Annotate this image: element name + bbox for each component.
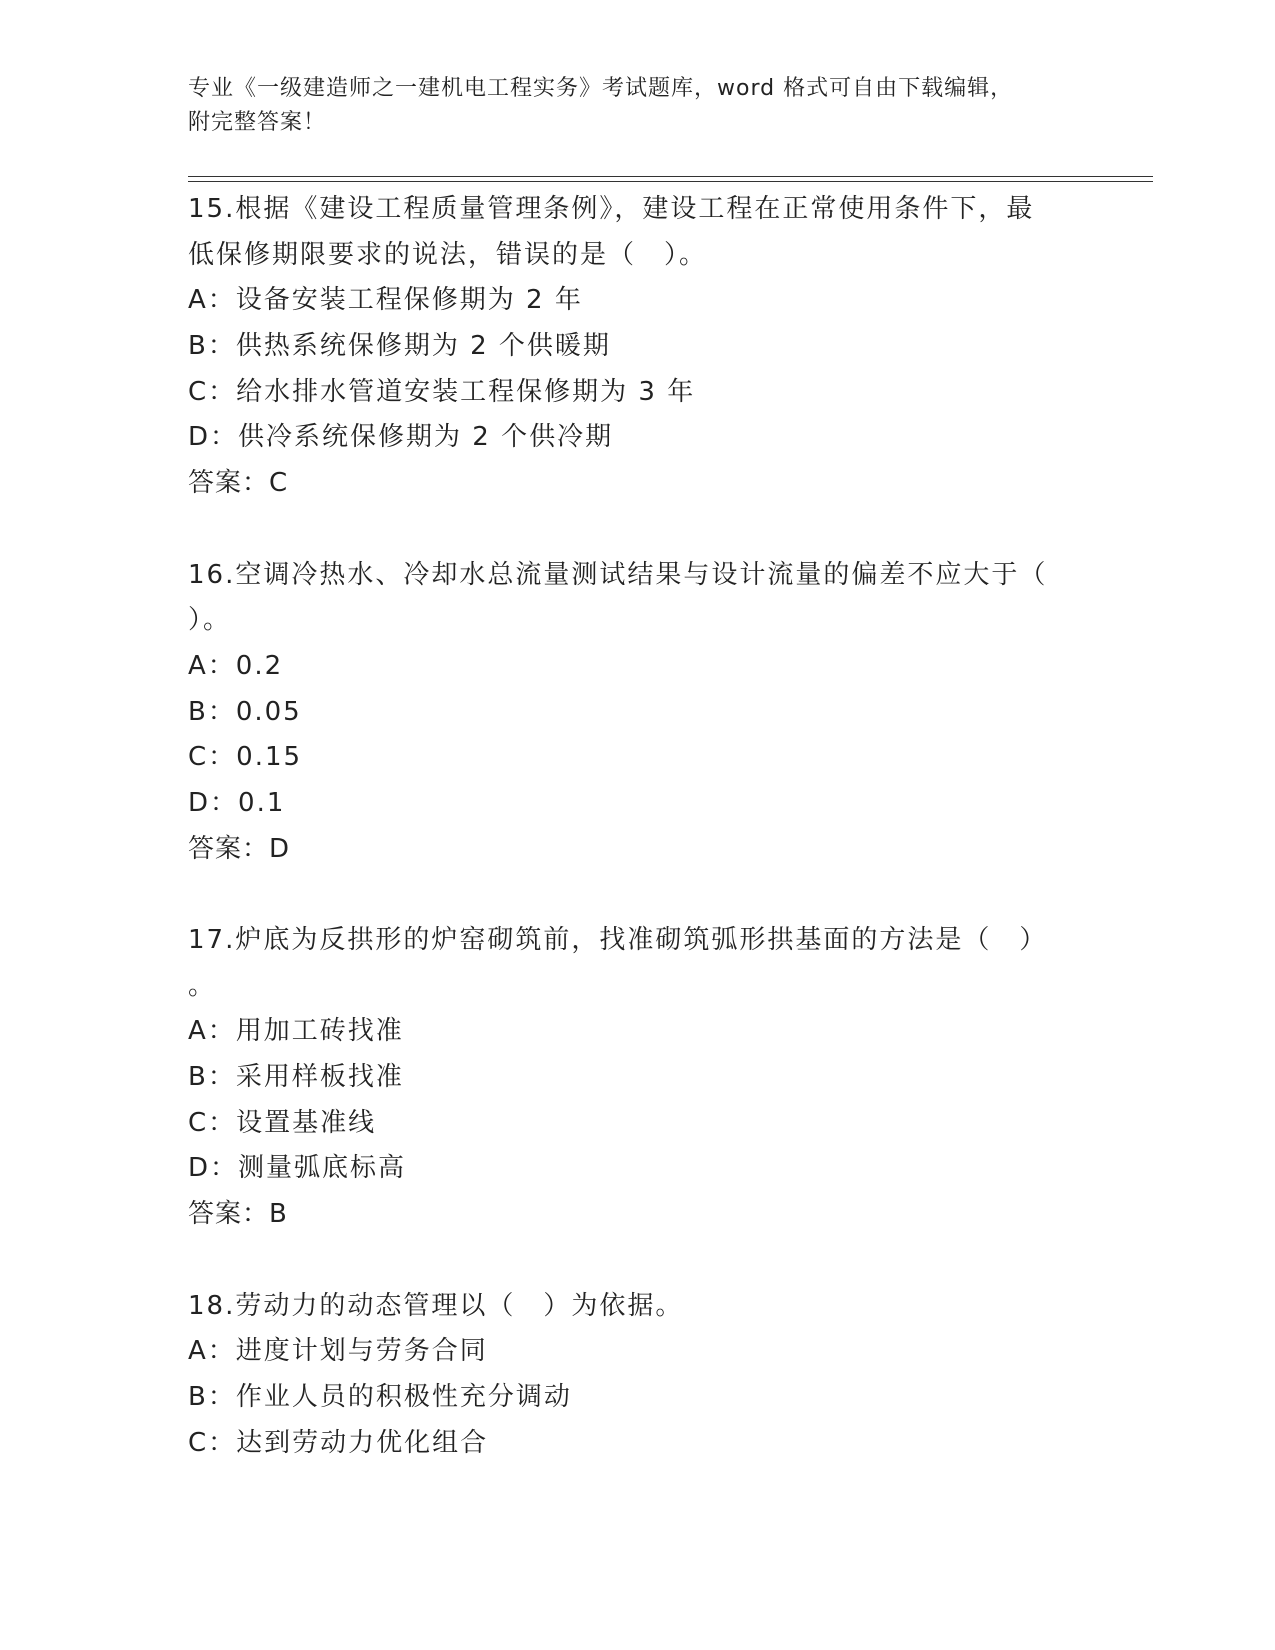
header-line-1: 专业《一级建造师之一建机电工程实务》考试题库，word 格式可自由下载编辑，: [188, 76, 1014, 101]
document-header: [188, 72, 1088, 140]
question-stem-line: 17.炉底为反拱形的炉窑砌筑前，找准砌筑弧形拱基面的方法是（ ）: [188, 925, 1048, 955]
question-spacer: [188, 1238, 1148, 1284]
option-c: C：达到劳动力优化组合: [188, 1427, 489, 1458]
option-a: A：设备安装工程保修期为 2 年: [188, 285, 583, 316]
option-d: D：0.1: [188, 787, 286, 818]
answer-label: 答案：D: [188, 833, 291, 864]
question-stem-line: 15.根据《建设工程质量管理条例》，建设工程在正常使用条件下，最: [188, 194, 1035, 224]
option-a: A：进度计划与劳务合同: [188, 1336, 488, 1367]
question-stem-line: 16.空调冷热水、冷却水总流量测试结果与设计流量的偏差不应大于（: [188, 559, 1048, 590]
question-17: [188, 918, 1148, 1238]
option-a: A：0.2: [188, 650, 284, 681]
question-spacer: [188, 507, 1148, 553]
question-spacer: [188, 872, 1148, 918]
option-b: B：供热系统保修期为 2 个供暖期: [188, 331, 611, 362]
option-d: D：供冷系统保修期为 2 个供冷期: [188, 422, 614, 453]
question-stem-line: 18.劳动力的动态管理以（ ）为依据。: [188, 1290, 684, 1321]
answer-label: 答案：C: [188, 468, 289, 499]
option-a: A：用加工砖找准: [188, 1016, 404, 1047]
question-stem-line: ）。: [188, 605, 232, 636]
option-b: B：采用样板找准: [188, 1062, 404, 1093]
option-b: B：0.05: [188, 696, 302, 727]
option-c: C：0.15: [188, 742, 303, 773]
question-18: [188, 1284, 1148, 1467]
option-c: C：设置基准线: [188, 1107, 377, 1138]
header-divider-bottom: [188, 181, 1153, 182]
option-c: C：给水排水管道安装工程保修期为 3 年: [188, 376, 696, 407]
question-16: [188, 553, 1148, 873]
option-b: B：作业人员的积极性充分调动: [188, 1381, 572, 1412]
answer-label: 答案：B: [188, 1199, 288, 1230]
option-d: D：测量弧底标高: [188, 1153, 407, 1184]
header-line-2: 附完整答案！: [188, 110, 327, 135]
question-stem-line: 低保修期限要求的说法，错误的是（ ）。: [188, 239, 708, 270]
question-list: [188, 187, 1148, 1466]
header-divider-top: [188, 176, 1153, 177]
question-15: [188, 187, 1148, 507]
question-stem-line: 。: [188, 970, 217, 1001]
